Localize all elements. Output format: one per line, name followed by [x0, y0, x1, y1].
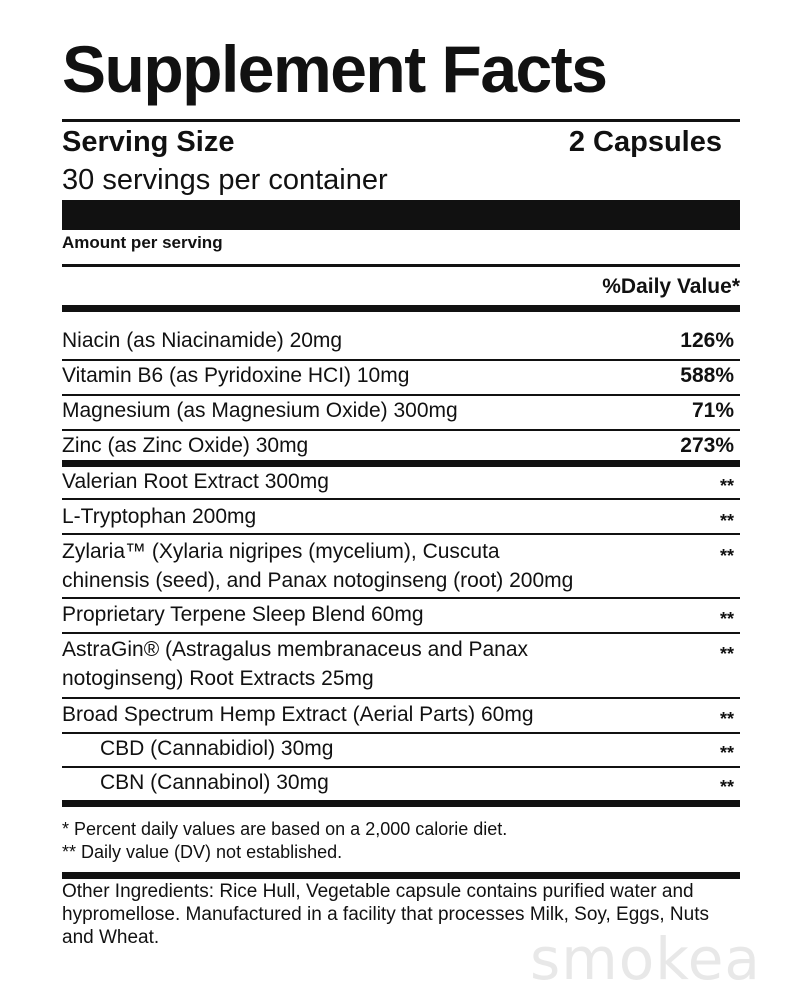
thick-bar	[62, 200, 740, 230]
row-divider	[62, 429, 740, 431]
ingredient-name: L-Tryptophan 200mg	[62, 505, 257, 528]
row-divider	[62, 766, 740, 768]
ingredient-name-line1: AstraGin® (Astragalus membranaceus and Panax	[62, 638, 529, 661]
divider	[62, 872, 740, 879]
ingredient-name: Proprietary Terpene Sleep Blend 60mg	[62, 603, 424, 626]
divider	[62, 305, 740, 312]
footnote-daily-value: * Percent daily values are based on a 2,000 calorie diet.	[62, 819, 508, 839]
footnote-not-established: ** Daily value (DV) not established.	[62, 842, 343, 862]
servings-per-container: 30 servings per container	[62, 164, 388, 196]
ingredient-dv: **	[719, 476, 734, 496]
nutrient-dv: 71%	[691, 399, 734, 422]
row-divider	[62, 697, 740, 699]
divider	[62, 460, 740, 467]
divider	[62, 264, 740, 267]
ingredient-name-line1: Zylaria™ (Xylaria nigripes (mycelium), Cuscuta	[62, 540, 500, 563]
ingredient-dv: **	[719, 609, 734, 629]
ingredient-name: CBD (Cannabidiol) 30mg	[100, 737, 334, 760]
amount-per-serving: Amount per serving	[62, 233, 223, 252]
nutrient-dv: 126%	[680, 329, 734, 352]
daily-value-header: %Daily Value*	[602, 275, 740, 298]
row-divider	[62, 394, 740, 396]
divider	[62, 800, 740, 807]
ingredient-dv: **	[719, 777, 734, 797]
label-title: Supplement Facts	[62, 32, 607, 106]
row-divider	[62, 632, 740, 634]
ingredient-dv: **	[719, 644, 734, 664]
watermark-logo: smokea	[530, 925, 761, 993]
serving-size-value: 2 Capsules	[568, 126, 722, 158]
serving-size-label: Serving Size	[62, 126, 235, 158]
row-divider	[62, 597, 740, 599]
ingredient-name-line2: chinensis (seed), and Panax notoginseng (root) 200mg	[62, 569, 574, 592]
ingredient-dv: **	[719, 743, 734, 763]
nutrient-name: Niacin (as Niacinamide) 20mg	[62, 329, 343, 352]
other-ingredients: Other Ingredients: Rice Hull, Vegetable capsule contains purified water and hypromellose. Manufactured in a facility that processes Milk, Soy, Eggs, Nuts and Wheat.	[62, 881, 709, 948]
ingredient-dv: **	[719, 546, 734, 566]
ingredient-name: Valerian Root Extract 300mg	[62, 470, 329, 493]
ingredient-dv: **	[719, 709, 734, 729]
ingredient-name: CBN (Cannabinol) 30mg	[100, 771, 329, 794]
nutrient-name: Magnesium (as Magnesium Oxide) 300mg	[62, 399, 458, 422]
row-divider	[62, 498, 740, 500]
nutrient-name: Vitamin B6 (as Pyridoxine HCI) 10mg	[62, 364, 410, 387]
row-divider	[62, 359, 740, 361]
divider	[62, 119, 740, 122]
ingredient-name-line2: notoginseng) Root Extracts 25mg	[62, 667, 374, 690]
ingredient-dv: **	[719, 511, 734, 531]
nutrient-dv: 273%	[680, 434, 734, 457]
row-divider	[62, 732, 740, 734]
nutrient-dv: 588%	[680, 364, 734, 387]
nutrient-name: Zinc (as Zinc Oxide) 30mg	[62, 434, 309, 457]
row-divider	[62, 533, 740, 535]
ingredient-name: Broad Spectrum Hemp Extract (Aerial Parts) 60mg	[62, 703, 534, 726]
